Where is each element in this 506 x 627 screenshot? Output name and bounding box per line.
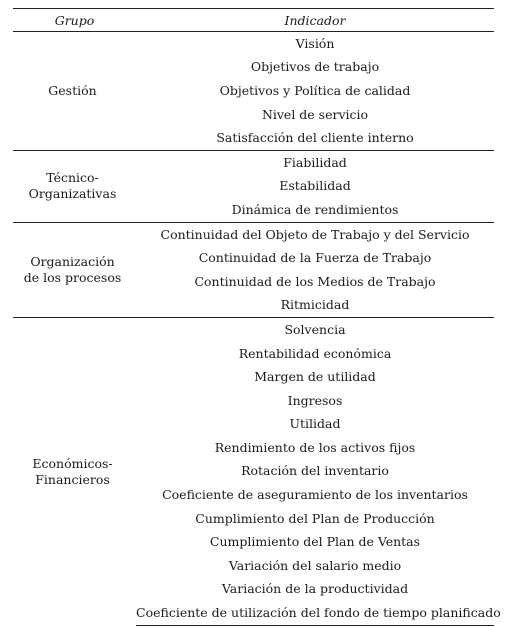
indicator-cell: Nivel de servicio (261, 106, 369, 122)
table-body (13, 32, 501, 626)
group-cell (13, 318, 136, 626)
indicator-cell: Coeficiente de utilización del fondo de tiempo planificado (136, 601, 494, 625)
indicator-cell: Visión (136, 32, 494, 56)
indicator-cell: Cumplimiento del Plan de Ventas (209, 534, 421, 550)
table-row (13, 32, 494, 56)
indicators-table-container (13, 8, 501, 626)
indicator-cell: Rentabilidad económica (238, 345, 392, 361)
indicator-cell: Objetivos y Política de calidad (219, 82, 411, 98)
indicator-cell: Cumplimiento del Plan de Producción (195, 510, 435, 526)
indicator-cell: Ritmicidad (280, 297, 350, 313)
group-name-line: Gestión (48, 82, 97, 98)
table-header (13, 9, 494, 32)
group-name-line: Económicos- (32, 455, 113, 471)
indicator-cell: Continuidad del Objeto de Trabajo y del Servicio (136, 222, 494, 246)
group-name-line: Técnico- (46, 170, 99, 186)
indicator-cell: Solvencia (136, 318, 494, 342)
column-header-group: Grupo (13, 9, 136, 32)
table-row (13, 150, 494, 174)
indicator-cell: Ingresos (287, 392, 343, 408)
indicator-cell: Fiabilidad (136, 150, 494, 174)
group-cell (13, 150, 136, 222)
group-name-line: Organización (30, 253, 115, 269)
indicator-cell: Utilidad (289, 416, 341, 432)
indicator-cell: Variación del salario medio (228, 557, 402, 573)
group-cell (13, 222, 136, 317)
header-row (13, 9, 494, 32)
indicator-cell: Rendimiento de los activos fijos (214, 439, 416, 455)
group-cell (13, 32, 136, 151)
indicator-cell: Continuidad de la Fuerza de Trabajo (198, 250, 432, 266)
table-row (13, 318, 494, 342)
group-name-line: de los procesos (23, 269, 122, 285)
table-row (13, 222, 494, 246)
indicator-cell: Dinámica de rendimientos (231, 201, 399, 217)
indicator-cell: Margen de utilidad (254, 369, 376, 385)
indicator-cell: Rotación del inventario (241, 463, 389, 479)
indicator-cell: Continuidad de los Medios de Trabajo (194, 273, 436, 289)
indicator-cell: Satisfacción del cliente interno (216, 130, 414, 146)
indicator-cell: Variación de la productividad (221, 581, 409, 597)
group-name-line: Financieros (35, 471, 110, 487)
indicator-cell: Objetivos de trabajo (250, 59, 380, 75)
indicator-cell: Coeficiente de aseguramiento de los inventarios (162, 487, 468, 503)
indicator-cell: Estabilidad (279, 178, 351, 194)
indicators-table (13, 8, 501, 626)
group-name-line: Organizativas (28, 186, 117, 202)
column-header-indicator: Indicador (136, 9, 494, 32)
